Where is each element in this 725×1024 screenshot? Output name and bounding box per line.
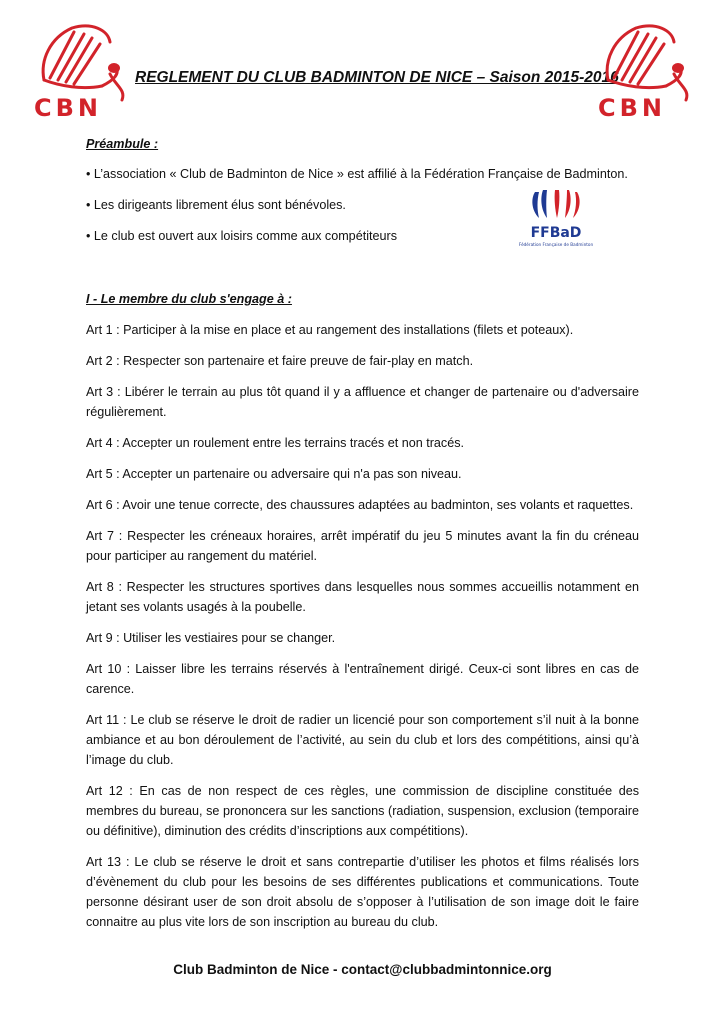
rules-content: [86, 134, 639, 932]
article-13: Art 13 : Le club se réserve le droit et sans contrepartie d’utiliser les photos et films réalisés lors d’évènement du club pour les besoins de ses différentes publications et communications. Toute personne désirant user de son droit absolu de s’opposer à l’utilisation de son image doit le faire connaitre au plus vite lors de son inscription au bureau du club.: [86, 855, 639, 929]
section-heading: I - Le membre du club s'engage à :: [86, 292, 292, 306]
preamble-bullet: • Les dirigeants librement élus sont bénévoles.: [86, 198, 346, 212]
preamble-bullet: • L’association « Club de Badminton de Nice » est affilié à la Fédération Française de Badminton.: [86, 167, 628, 181]
article-6: Art 6 : Avoir une tenue correcte, des chaussures adaptées au badminton, ses volants et raquettes.: [86, 498, 634, 512]
article-8: Art 8 : Respecter les structures sportives dans lesquelles nous sommes accueillis notamment en jetant ses volants usagés à la poubelle.: [86, 580, 639, 614]
cbn-logo-left: [30, 20, 130, 120]
article-9: Art 9 : Utiliser les vestiaires pour se changer.: [86, 631, 336, 645]
cbn-logo-left-text: CBN: [34, 94, 102, 122]
ffbad-logo-text: FFBaD: [530, 225, 582, 241]
preamble-list: [86, 164, 639, 246]
article-2: Art 2 : Respecter son partenaire et faire preuve de fair-play en match.: [86, 354, 474, 368]
article-5: Art 5 : Accepter un partenaire ou adversaire qui n'a pas son niveau.: [86, 467, 462, 481]
cbn-logo-right: [594, 20, 694, 120]
ffbad-logo-subtext: Fédération Française de Badminton: [518, 242, 594, 247]
page-title: REGLEMENT DU CLUB BADMINTON DE NICE – Saison 2015-2016: [135, 69, 619, 86]
article-4: Art 4 : Accepter un roulement entre les terrains tracés et non tracés.: [86, 436, 464, 450]
article-7: Art 7 : Respecter les créneaux horaires, arrêt impératif du jeu 5 minutes avant la fin du créneau pour participer au rangement du matériel.: [86, 529, 639, 563]
cbn-logo-right-text: CBN: [598, 94, 666, 122]
preamble-heading: Préambule :: [86, 137, 159, 151]
article-12: Art 12 : En cas de non respect de ces règles, une commission de discipline constituée des membres du bureau, se prononcera sur les sanctions (radiation, suspension, exclusion (temporaire ou définitive), diminution des crédits d’inscriptions aux compétitions).: [86, 784, 639, 838]
article-1: Art 1 : Participer à la mise en place et au rangement des installations (filets et poteaux).: [86, 323, 574, 337]
footer-contact: Club Badminton de Nice - contact@clubbadmintonnice.org: [173, 962, 552, 977]
article-3: Art 3 : Libérer le terrain au plus tôt quand il y a affluence et changer de partenaire ou d'adversaire régulièrement.: [86, 385, 639, 419]
preamble-bullet: • Le club est ouvert aux loisirs comme aux compétiteurs: [86, 229, 397, 243]
article-11: Art 11 : Le club se réserve le droit de radier un licencié pour son comportement s’il nuit à la bonne ambiance et au bon déroulement de l’activité, au sein du club et lors des compétitions, ainsi qu’à l’image du club.: [86, 713, 639, 767]
article-10: Art 10 : Laisser libre les terrains réservés à l'entraînement dirigé. Ceux-ci sont libres en cas de carence.: [86, 662, 639, 696]
